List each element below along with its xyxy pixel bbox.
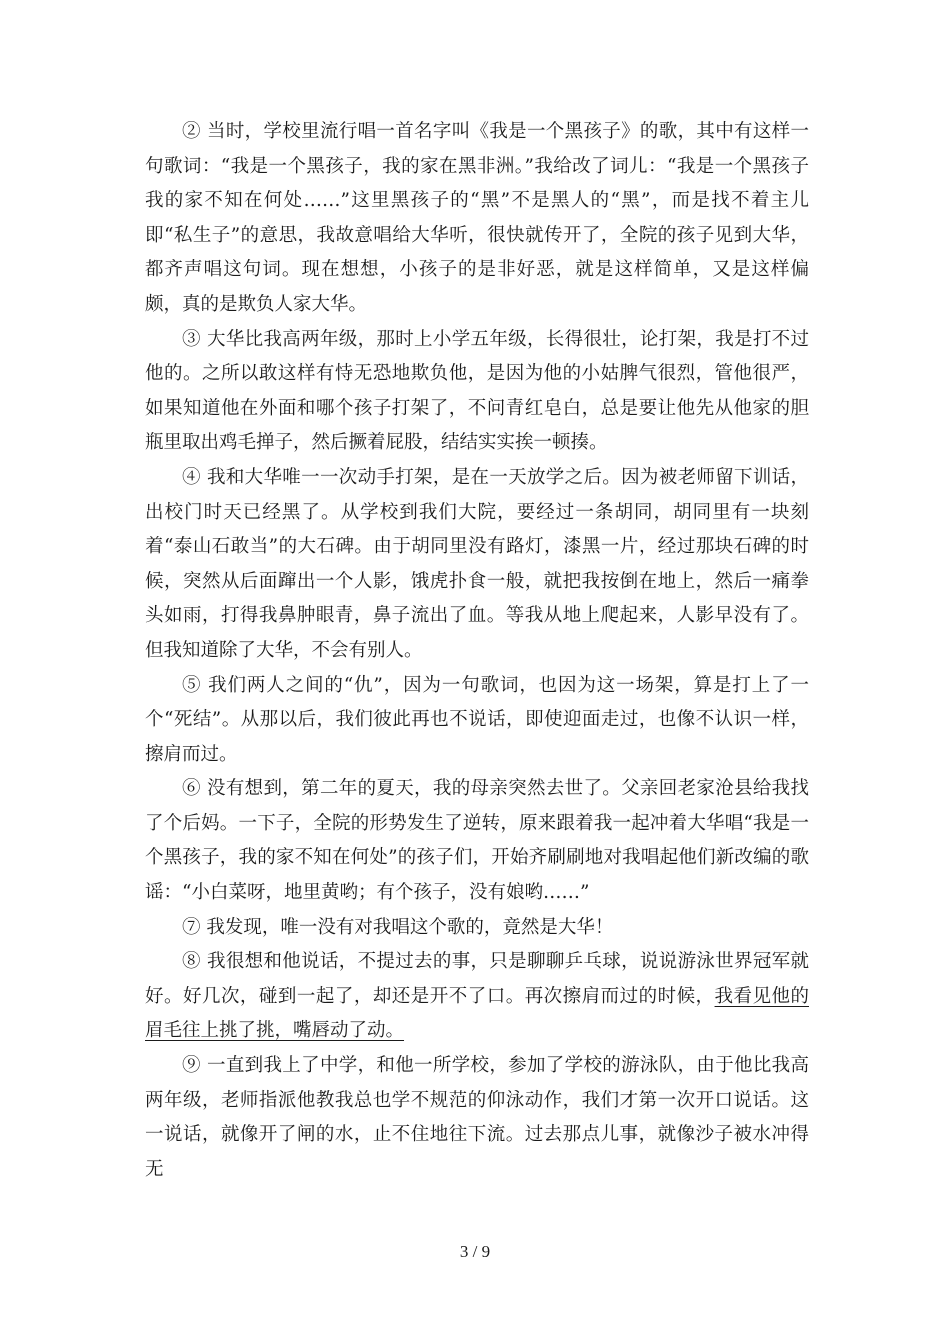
paragraph-9: ⑨ 一直到我上了中学，和他一所学校，参加了学校的游泳队，由于他比我高两年级，老师指派他教我总也学不规范的仰泳动作，我们才第一次开口说话。这一说话，就像开了闸的水，止不住地往下流。过去那点儿事，就像沙子被水冲得无: [145, 1055, 809, 1180]
body-text: [145, 115, 809, 1187]
paragraph-8-text: ⑧ 我很想和他说话，不提过去的事，只是聊聊乒乓球，说说游泳世界冠军就好。好几次，碰到一起了，却还是开不了口。再次擦肩而过的时候，: [145, 951, 809, 1007]
paragraph-6: ⑥ 没有想到，第二年的夏天，我的母亲突然去世了。父亲回老家沧县给我找了个后妈。一下子，全院的形势发生了逆转，原来跟着我一起冲着大华唱“我是一个黑孩子，我的家不知在何处”的孩子们，开始齐刷刷地对我唱起他们新改编的歌谣：“小白菜呀，地里黄哟；有个孩子，没有娘哟……”: [145, 778, 809, 904]
underlined-sentence: 我看见他的眉毛往上挑了挑，嘴唇动了动。: [145, 985, 809, 1042]
paragraph-2: ② 当时，学校里流行唱一首名字叫《我是一个黑孩子》的歌，其中有这样一句歌词：“我是一个黑孩子，我的家在黑非洲。”我给改了词儿：“我是一个黑孩子我的家不知在何处……”这里黑孩子的“黑”不是黑人的“黑”，而是找不着主儿即“私生子”的意思，我故意唱给大华听，很快就传开了，全院的孩子见到大华，都齐声唱这句词。现在想想，小孩子的是非好恶，就是这样简单，又是这样偏颇，真的是欺负人家大华。: [145, 121, 809, 315]
page-number: 3 / 9: [459, 1242, 491, 1261]
paragraph-4: ④ 我和大华唯一一次动手打架，是在一天放学之后。因为被老师留下训话，出校门时天已经黑了。从学校到我们大院，要经过一条胡同，胡同里有一块刻着“泰山石敢当”的大石碑。由于胡同里没有路灯，漆黑一片，经过那块石碑的时候，突然从后面蹿出一个人影，饿虎扑食一般，就把我按倒在地上，然后一痛拳头如雨，打得我鼻肿眼青，鼻子流出了血。等我从地上爬起来，人影早没有了。但我知道除了大华，不会有别人。: [145, 466, 809, 661]
paragraph-5: ⑤ 我们两人之间的“仇”，因为一句歌词，也因为这一场架，算是打上了一个“死结”。从那以后，我们彼此再也不说话，即使迎面走过，也像不认识一样，擦肩而过。: [145, 674, 809, 765]
paragraph-3: ③ 大华比我高两年级，那时上小学五年级，长得很壮，论打架，我是打不过他的。之所以敢这样有恃无恐地欺负他，是因为他的小姑脾气很烈，管他很严，如果知道他在外面和哪个孩子打架了，不问青红皂白，总是要让他先从他家的胆瓶里取出鸡毛掸子，然后撅着屁股，结结实实挨一顿揍。: [145, 328, 809, 454]
paragraph-8: [145, 945, 809, 1049]
paragraph-7: ⑦ 我发现，唯一没有对我唱这个歌的，竟然是大华！: [182, 916, 614, 938]
